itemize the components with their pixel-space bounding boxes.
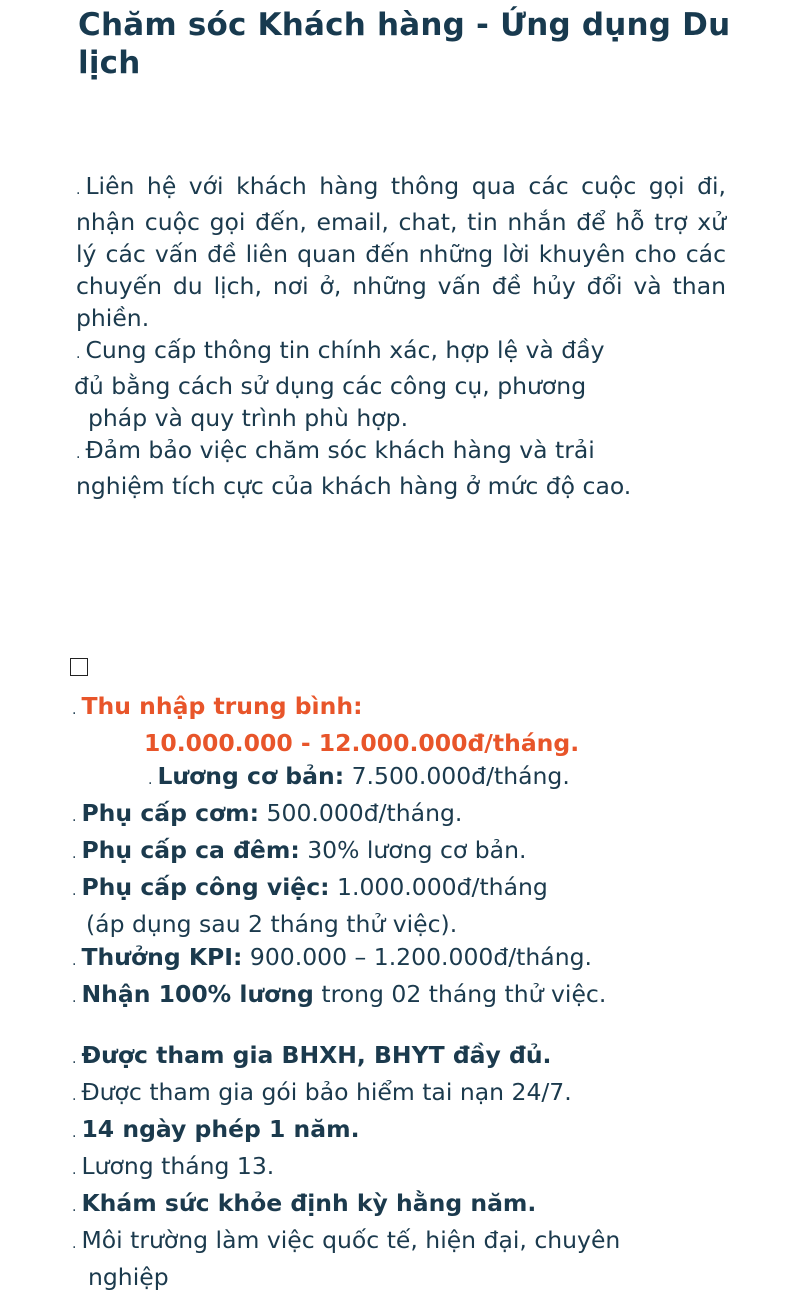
probation-value: trong 02 tháng thử việc. xyxy=(313,980,607,1008)
meal-allowance-row xyxy=(72,797,752,834)
duties-section xyxy=(76,170,726,502)
kpi-bonus-value: 900.000 – 1.200.000đ/tháng. xyxy=(242,943,592,971)
duty-item xyxy=(76,170,726,334)
income-row xyxy=(72,690,752,727)
meal-allowance-label: Phụ cấp cơm: xyxy=(81,799,260,827)
bullet-dot: . xyxy=(72,953,77,969)
bullet-dot: . xyxy=(76,446,81,462)
duty-text: Cung cấp thông tin chính xác, hợp lệ và đầy xyxy=(85,336,605,364)
work-allowance-value: 1.000.000đ/tháng xyxy=(329,873,548,901)
base-salary-value: 7.500.000đ/tháng. xyxy=(344,762,570,790)
bullet-dot: . xyxy=(72,1051,77,1067)
probation-row xyxy=(72,978,752,1015)
health-check-row xyxy=(72,1187,752,1224)
health-check-text: Khám sức khỏe định kỳ hằng năm. xyxy=(81,1189,537,1217)
insurance-row xyxy=(72,1039,752,1076)
night-allowance-row xyxy=(72,834,752,871)
bullet-dot: . xyxy=(72,809,77,825)
duty-text: Liên hệ với khách hàng thông qua các cuộc gọi đi, nhận cuộc gọi đến, email, chat, tin nhắn để hỗ trợ xử lý các vấn đề liên quan đến những lời khuyên cho các chuyến du lịch, nơi ở, những vấn đề hủy đổi và than phiền. xyxy=(76,172,726,332)
accident-insurance-text: Được tham gia gói bảo hiểm tai nạn 24/7. xyxy=(81,1078,572,1106)
bullet-dot: . xyxy=(76,346,81,362)
work-allowance-label: Phụ cấp công việc: xyxy=(81,873,330,901)
bullet-dot: . xyxy=(72,883,77,899)
night-allowance-label: Phụ cấp ca đêm: xyxy=(81,836,300,864)
duty-line: nghiệm tích cực của khách hàng ở mức độ cao. xyxy=(76,472,632,500)
leave-text: 14 ngày phép 1 năm. xyxy=(81,1115,360,1143)
leave-row xyxy=(72,1113,752,1150)
night-allowance-value: 30% lương cơ bản. xyxy=(299,836,527,864)
bullet-dot: . xyxy=(72,702,77,718)
duty-item xyxy=(76,434,726,470)
thirteenth-salary-row xyxy=(72,1150,752,1187)
income-range: 10.000.000 - 12.000.000đ/tháng. xyxy=(144,729,580,757)
insurance-text: Được tham gia BHXH, BHYT đầy đủ. xyxy=(81,1041,552,1069)
accident-insurance-row xyxy=(72,1076,752,1113)
bullet-dot: . xyxy=(72,1088,77,1104)
duty-line: pháp và quy trình phù hợp. xyxy=(88,404,409,432)
work-allowance-note: (áp dụng sau 2 tháng thử việc). xyxy=(86,910,458,938)
environment-text: Môi trường làm việc quốc tế, hiện đại, chuyên xyxy=(81,1226,621,1254)
bullet-dot: . xyxy=(76,182,81,198)
work-allowance-row xyxy=(72,871,752,908)
bullet-dot: . xyxy=(72,846,77,862)
environment-line: nghiệp xyxy=(88,1263,169,1291)
bullet-dot: . xyxy=(72,1236,77,1252)
checkbox[interactable] xyxy=(70,658,88,676)
income-label: Thu nhập trung bình: xyxy=(81,692,363,720)
benefits-section xyxy=(72,690,752,1294)
environment-row xyxy=(72,1224,752,1261)
bullet-dot: . xyxy=(148,772,153,788)
base-salary-label: Lương cơ bản: xyxy=(157,762,345,790)
duty-item xyxy=(76,334,726,370)
bullet-dot: . xyxy=(72,1125,77,1141)
probation-label: Nhận 100% lương xyxy=(81,980,314,1008)
bullet-dot: . xyxy=(72,1162,77,1178)
kpi-bonus-row xyxy=(72,941,752,978)
duty-line: đủ bằng cách sử dụng các công cụ, phương xyxy=(74,372,587,400)
kpi-bonus-label: Thưởng KPI: xyxy=(81,943,243,971)
base-salary-row xyxy=(72,760,752,797)
spacer xyxy=(72,1015,752,1039)
job-title: Chăm sóc Khách hàng - Ứng dụng Du lịch xyxy=(78,7,731,81)
duty-text: Đảm bảo việc chăm sóc khách hàng và trải xyxy=(85,436,595,464)
meal-allowance-value: 500.000đ/tháng. xyxy=(259,799,463,827)
thirteenth-salary-text: Lương tháng 13. xyxy=(81,1152,275,1180)
bullet-dot: . xyxy=(72,1199,77,1215)
bullet-dot: . xyxy=(72,990,77,1006)
